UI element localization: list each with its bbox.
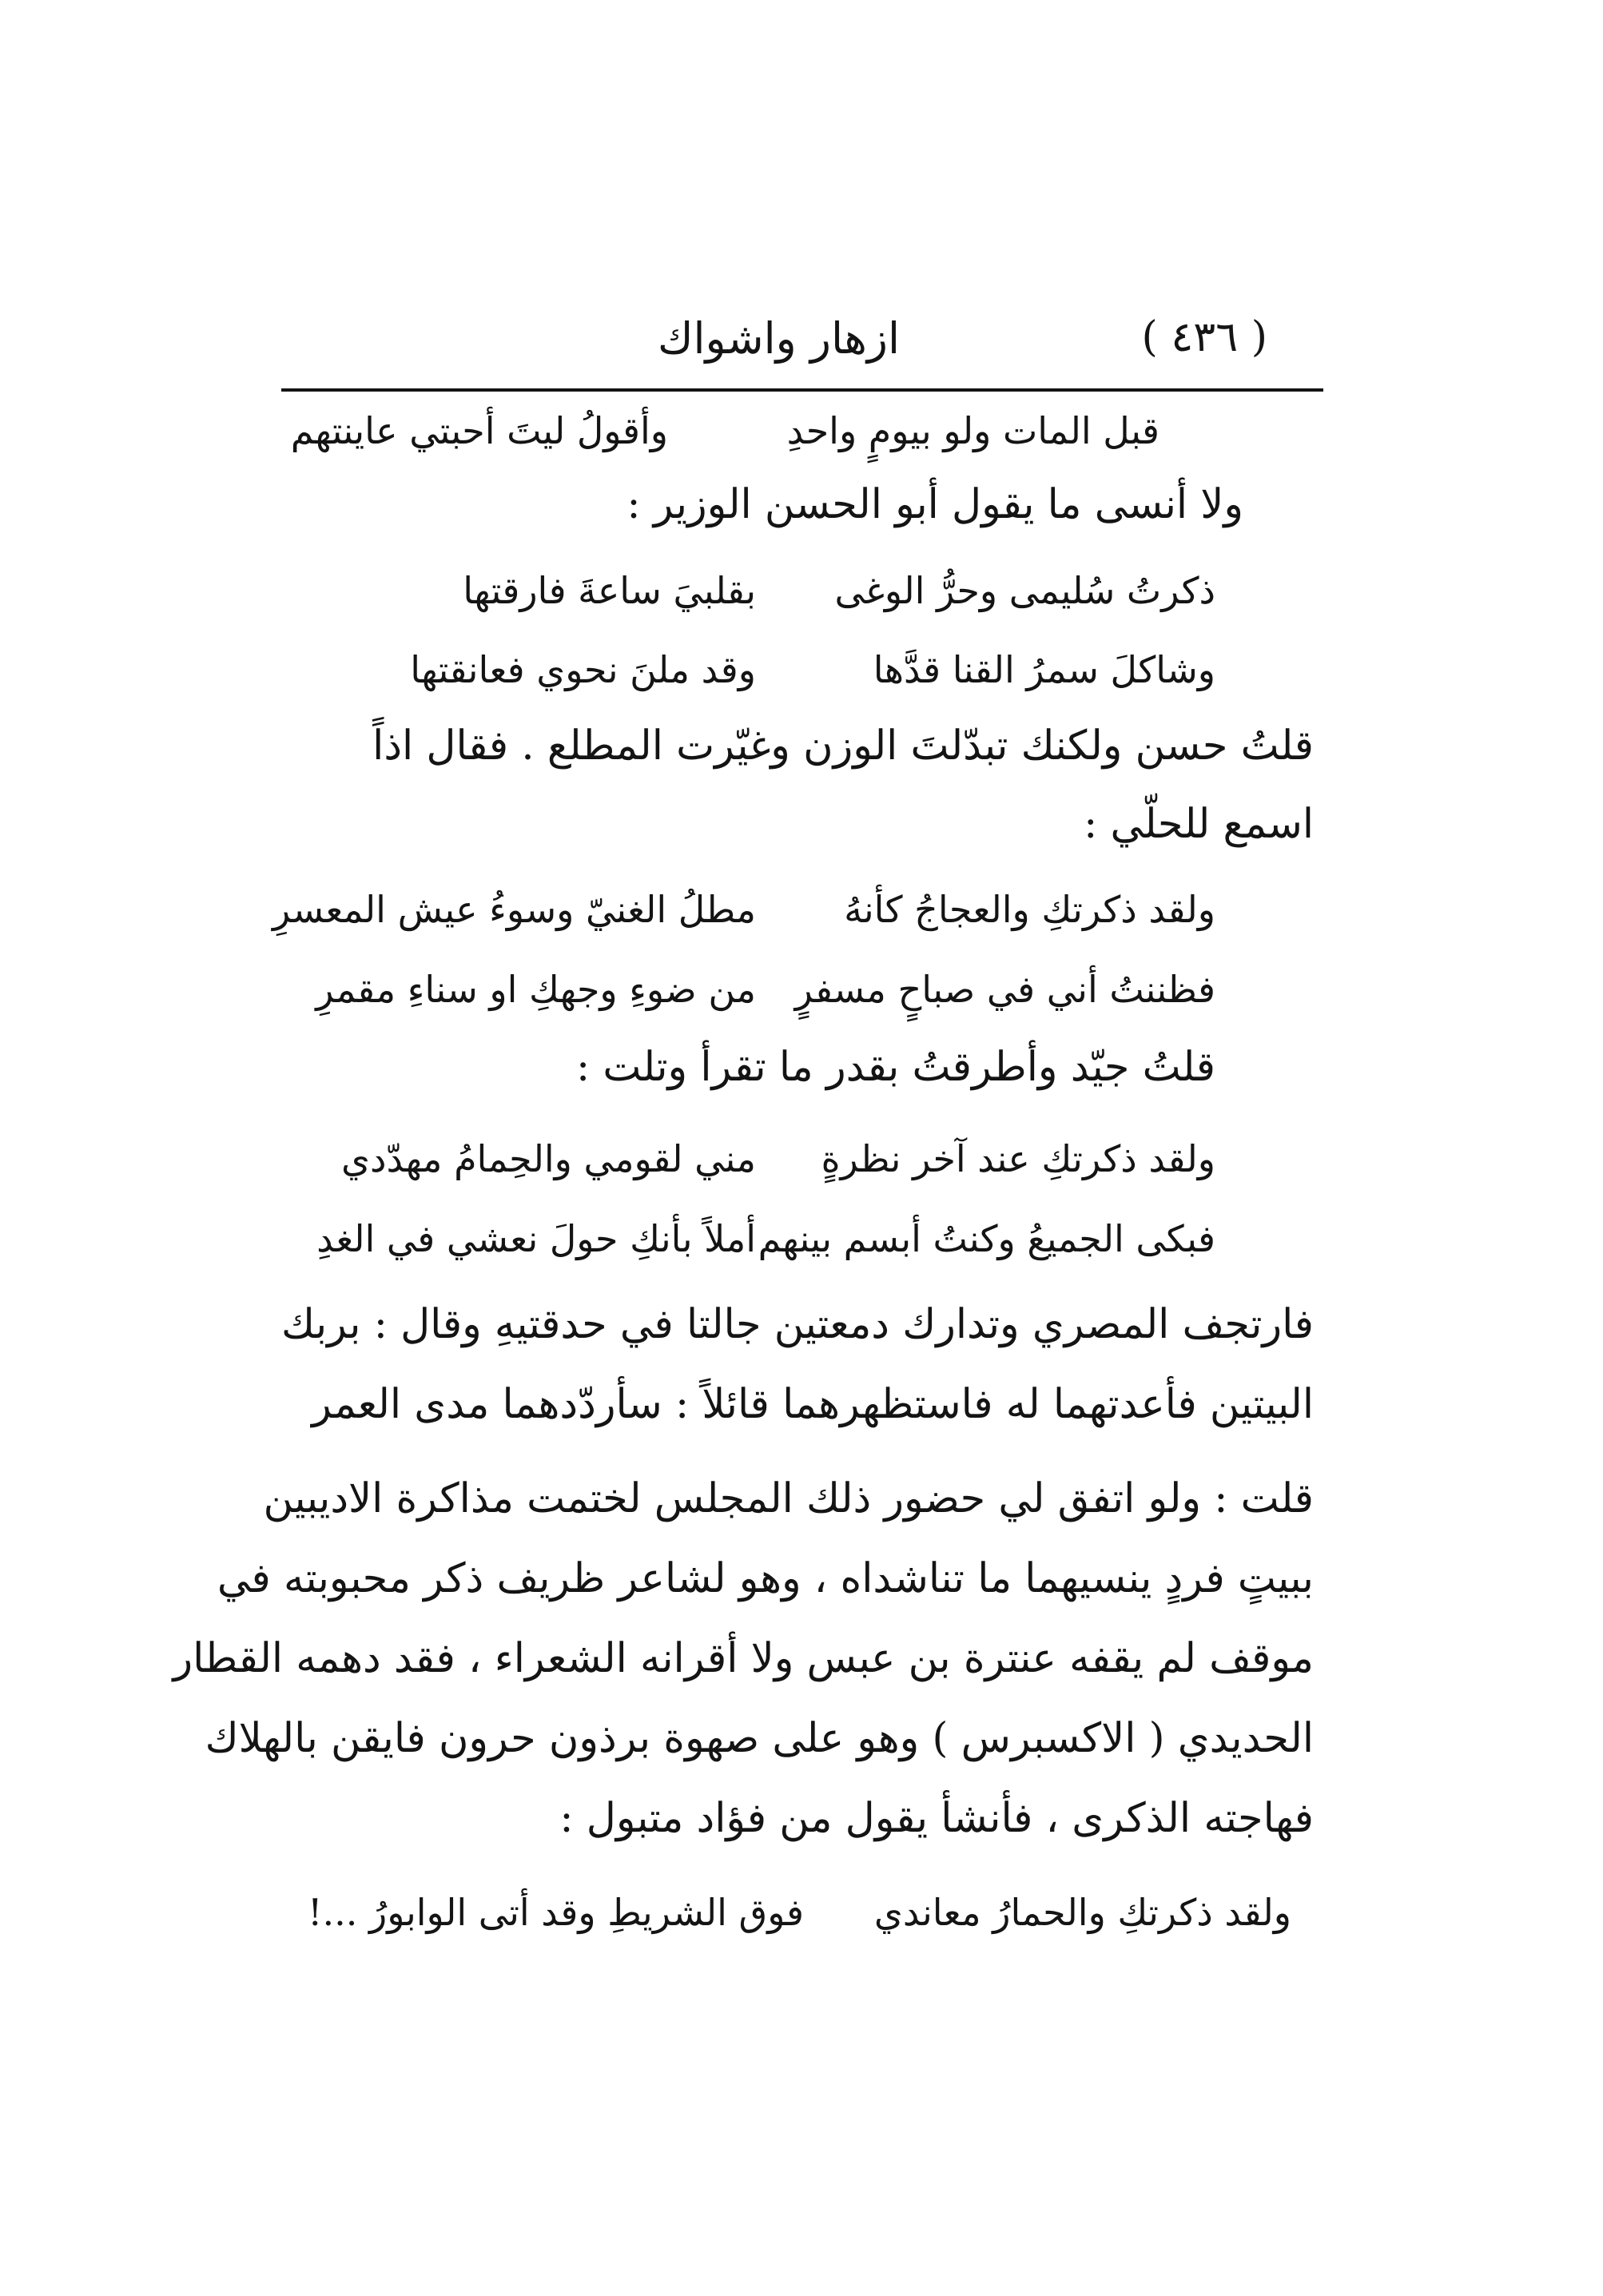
verse-6-second: مني لقومي والحِمامُ مهدّدي [340,1137,756,1180]
header-rule [281,388,1323,392]
verse-5-first: فظننتُ أني في صباحٍ مسفرٍ [794,968,1215,1011]
prose-line: قلت : ولو اتفق لي حضور ذلك المجلس لختمت مذاكرة الاديبين [263,1475,1314,1522]
verse-2-second: بقلبيَ ساعةَ فارقتها [463,569,756,612]
prose-line: فارتجف المصري وتدارك دمعتين جالتا في حدقتيهِ وقال : بربك [280,1301,1314,1348]
prose-line: ببيتٍ فردٍ ينسيهما ما تناشداه ، وهو لشاعر ظريف ذكر محبوبته في [217,1555,1314,1602]
verse-4-second: مطلُ الغنيّ وسوءُ عيش المعسرِ [272,888,756,931]
running-title: ازهار واشواك [658,313,900,364]
verse-8-first: ولقد ذكرتكِ والحمارُ معاندي [873,1891,1291,1934]
verse-3-second: وقد ملنَ نحوي فعانقتها [410,648,756,691]
prose-line: الحديدي ( الاكسبرس ) وهو على صهوة برذون حرون فايقن بالهلاك [205,1715,1314,1762]
prose-line: البيتين فأعدتهما له فاستظهرهما قائلاً : سأردّدهما مدى العمر [312,1381,1314,1428]
page-number: ( ٤٣٦ ) [1141,313,1267,361]
verse-7-second: أملاً بأنكِ حولَ نعشي في الغدِ [316,1217,756,1260]
verse-1-first: وأقولُ ليتَ أحبتي عاينتهم [290,409,668,452]
verse-1-second: قبل المات ولو بيومٍ واحدِ [786,409,1159,452]
prose-line: اسمع للحلّي : [1084,801,1314,848]
verse-8-second: فوق الشريطِ وقد أتى الوابورُ ...! [308,1891,804,1934]
verse-7-first: فبكى الجميعُ وكنتُ أبسم بينهم [758,1217,1215,1260]
verse-5-second: من ضوءِ وجهكِ او سناءِ مقمرِ [316,968,756,1011]
prose-line: قلتُ حسن ولكنك تبدّلتَ الوزن وغيّرت المطلع . فقال اذاً [372,722,1314,770]
verse-3-first: وشاكلَ سمرُ القنا قدَّها [873,648,1215,691]
prose-line: فهاجته الذكرى ، فأنشأ يقول من فؤاد متبول : [559,1795,1314,1842]
verse-6-first: ولقد ذكرتكِ عند آخر نظرةٍ [821,1137,1215,1180]
prose-line: قلتُ جيّد وأطرقتُ بقدر ما تقرأ وتلت : [575,1044,1215,1091]
prose-line: ولا أنسى ما يقول أبو الحسن الوزير : [626,481,1243,528]
prose-line: موقف لم يقفه عنترة بن عبس ولا أقرانه الشعراء ، فقد دهمه القطار [173,1635,1314,1682]
verse-2-first: ذكرتُ سُليمى وحرُّ الوغى [834,569,1215,612]
verse-4-first: ولقد ذكرتكِ والعجاجُ كأنهُ [844,888,1215,931]
